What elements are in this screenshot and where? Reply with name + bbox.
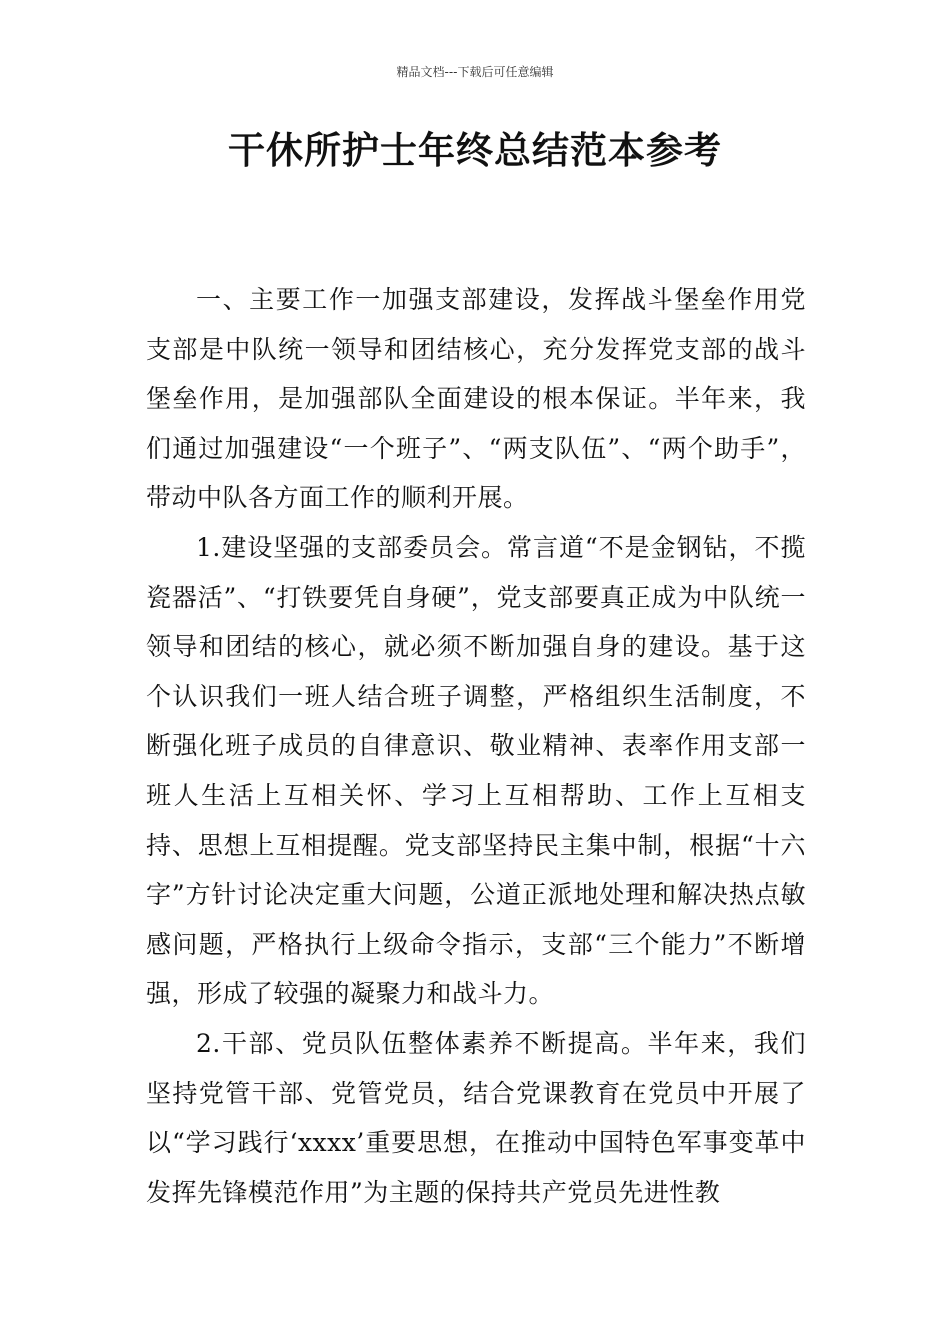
- page-header-note: 精品文档---下载后可任意编辑: [396, 65, 554, 79]
- document-body: [146, 275, 806, 1217]
- paragraph-1: 一、主要工作一加强支部建设，发挥战斗堡垒作用党支部是中队统一领导和团结核心，充分发挥党支部的战斗堡垒作用，是加强部队全面建设的根本保证。半年来，我们通过加强建设“一个班子”、“两支队伍”、“两个助手”，带动中队各方面工作的顺利开展。: [146, 285, 806, 513]
- paragraph-2: 1.建设坚强的支部委员会。常言道“不是金钢钻，不揽瓷器活”、“打铁要凭自身硬”，党支部要真正成为中队统一领导和团结的核心，就必须不断加强自身的建设。基于这个认识我们一班人结合班子调整，严格组织生活制度，不断强化班子成员的自律意识、敬业精神、表率作用支部一班人生活上互相关怀、学习上互相帮助、工作上互相支持、思想上互相提醒。党支部坚持民主集中制，根据“十六字”方针讨论决定重大问题，公道正派地处理和解决热点敏感问题，严格执行上级命令指示，支部“三个能力”不断增强，形成了较强的凝聚力和战斗力。: [146, 532, 806, 1009]
- document-title: 干休所护士年终总结范本参考: [228, 129, 722, 172]
- paragraph-3: 2.干部、党员队伍整体素养不断提高。半年来，我们坚持党管干部、党管党员，结合党课教育在党员中开展了以“学习践行‘xxxx’重要思想，在推动中国特色军事变革中发挥先锋模范作用”为主题的保持共产党员先进性教: [146, 1028, 806, 1207]
